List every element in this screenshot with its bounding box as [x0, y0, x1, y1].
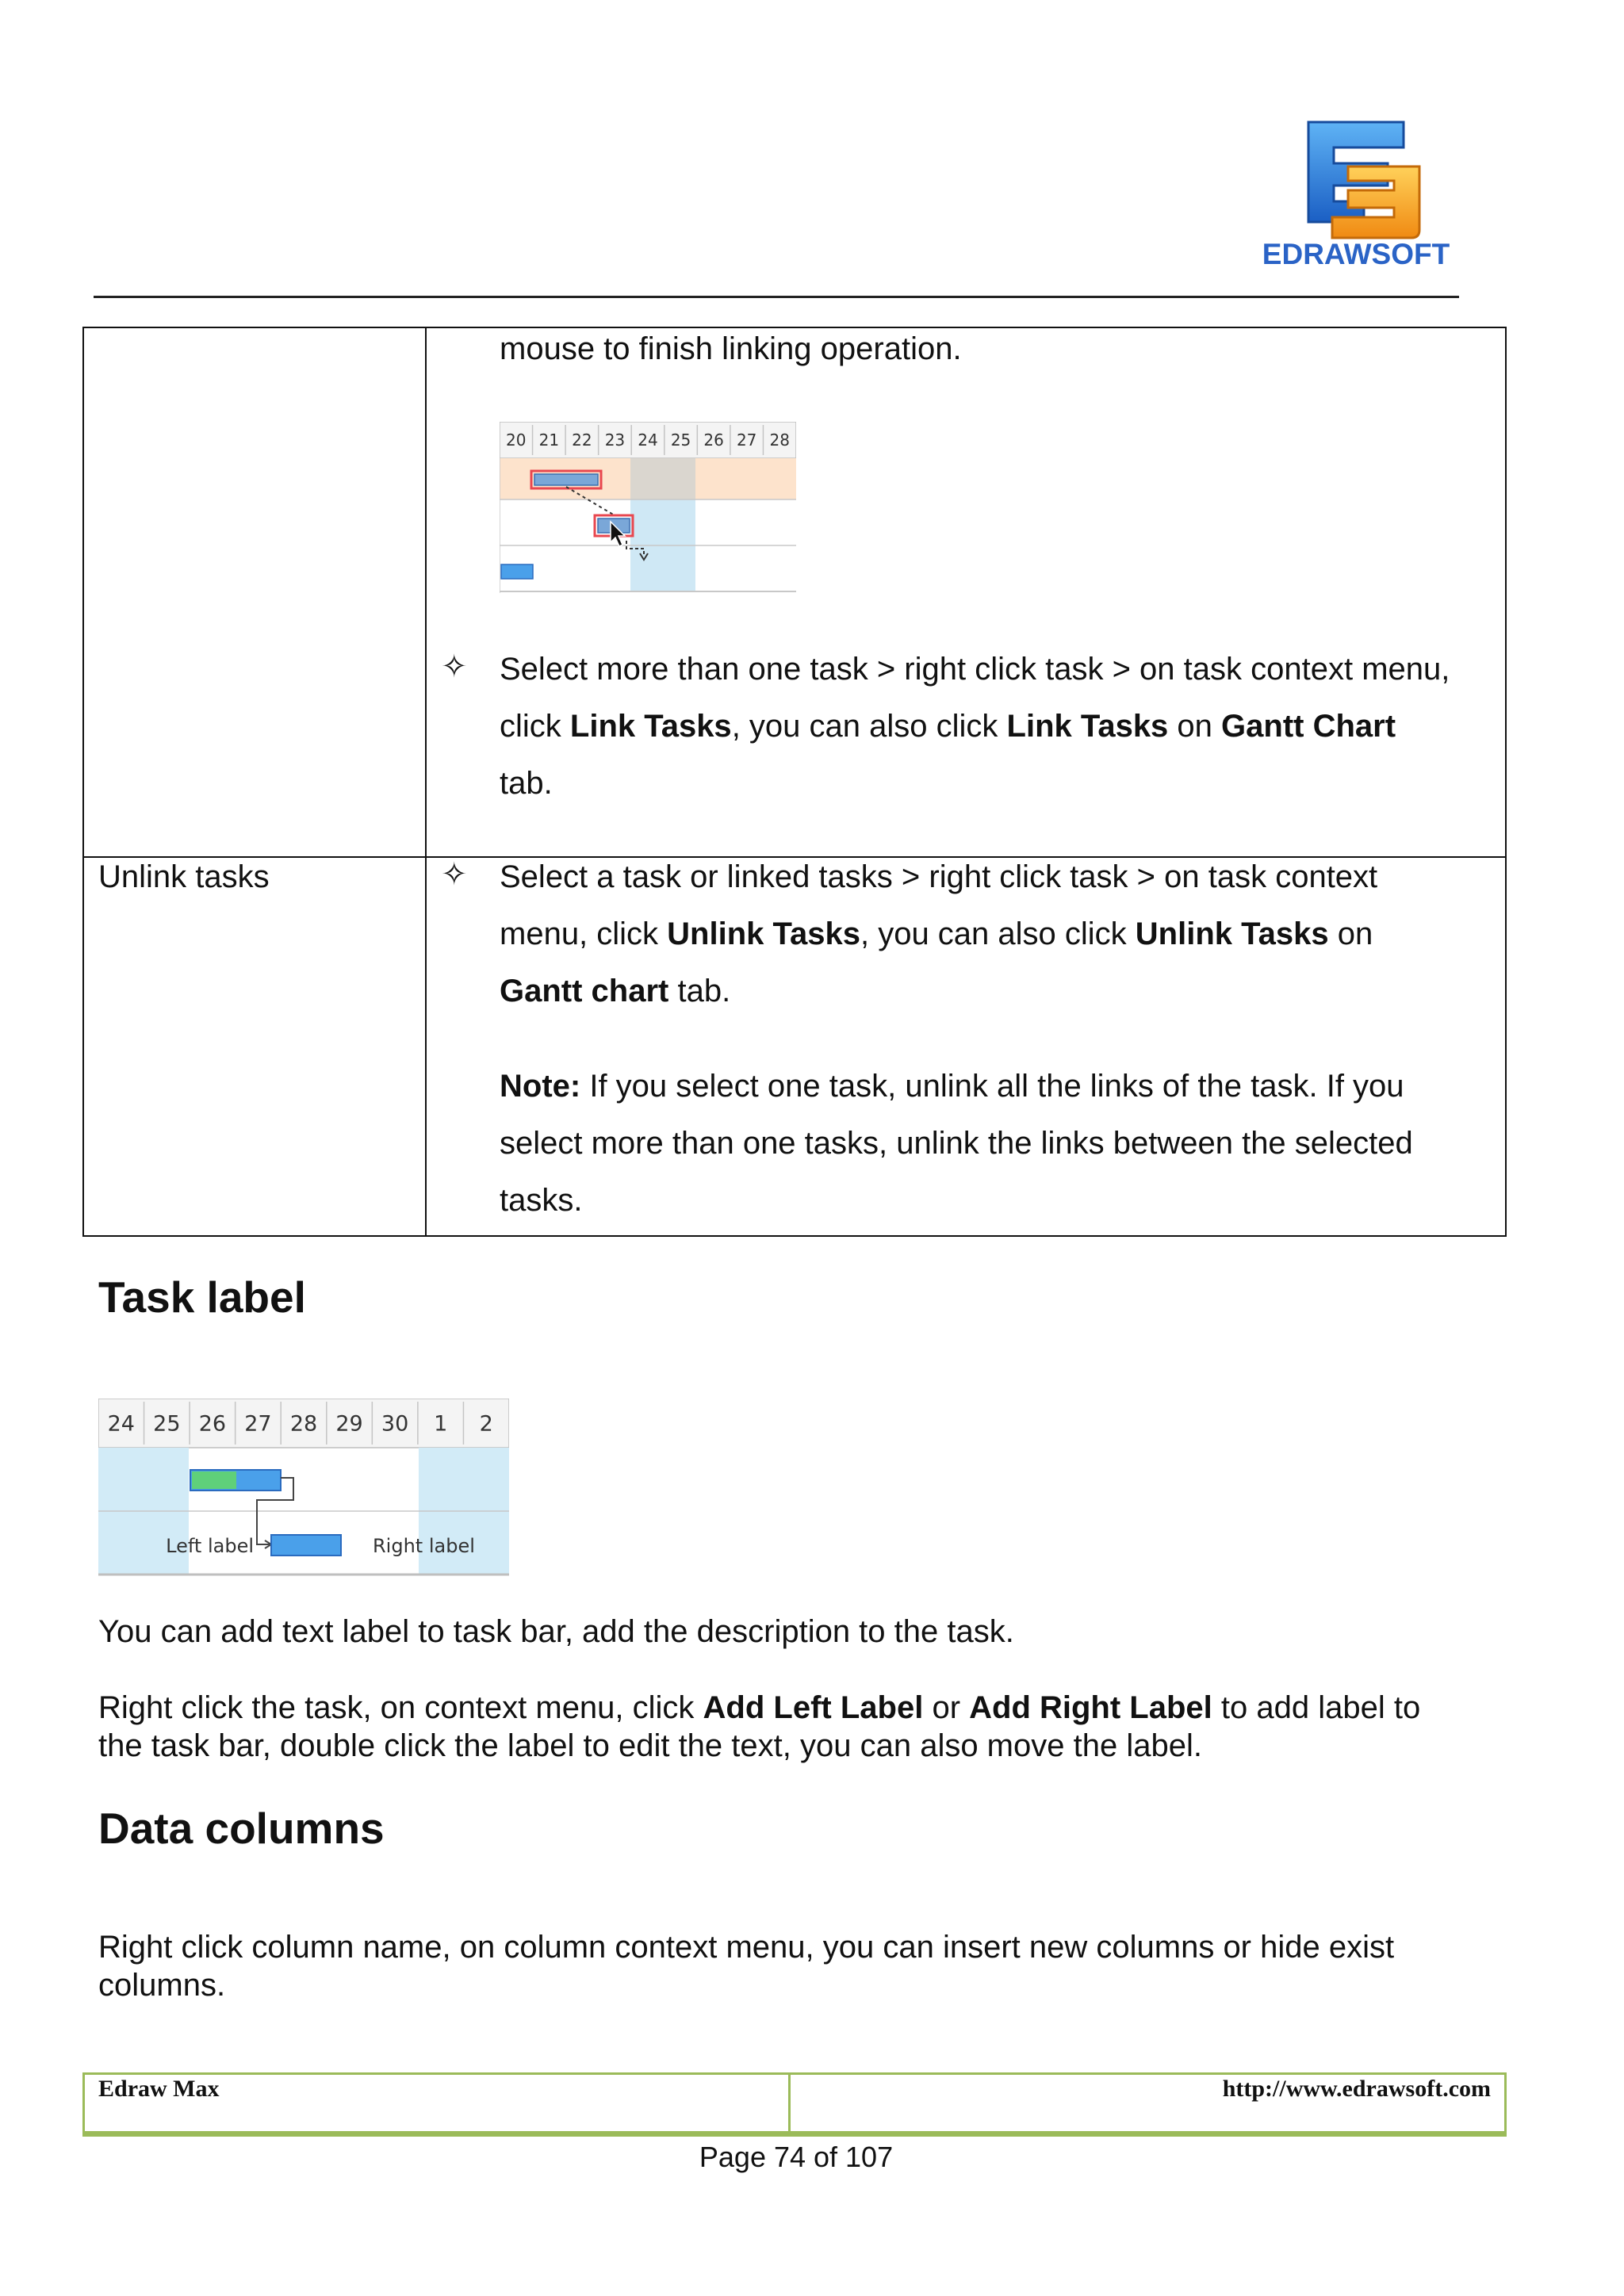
bullet-star-icon: ✧: [441, 857, 468, 892]
footer-column-divider: [788, 2072, 791, 2133]
gantt-day-label: 28: [289, 1411, 318, 1437]
data-columns-paragraph: [98, 1928, 1510, 2004]
gantt-day-label: 24: [107, 1411, 135, 1437]
text-line: Right click column name, on column context menu, you can insert new columns or hide exist: [98, 1930, 1395, 1965]
gantt-day-label: 26: [703, 430, 724, 450]
gantt-day-label: 1: [434, 1411, 448, 1437]
gantt-day-label: 2: [479, 1411, 493, 1437]
unlink-tasks-bullet-text: [500, 848, 1491, 1020]
text-line: Select a task or linked tasks > right click task > on task context: [500, 859, 1378, 894]
data-columns-heading: Data columns: [98, 1804, 385, 1853]
text-line: the task bar, double click the label to edit the text, you can also move the label.: [98, 1728, 1202, 1763]
bullet-star-icon: ✧: [441, 649, 468, 684]
task-label-gantt-image: [98, 1399, 509, 1576]
link-tasks-bullet-text: [500, 641, 1491, 812]
gantt-day-label: 27: [244, 1411, 272, 1437]
task-label-paragraph-2: [98, 1689, 1510, 1765]
text-line: Gantt chart tab.: [500, 974, 731, 1008]
gantt-day-label: 26: [198, 1411, 227, 1437]
feature-name-unlink-tasks: Unlink tasks: [98, 859, 270, 894]
text-line: click Link Tasks, you can also click Link Tasks on Gantt Chart: [500, 709, 1396, 744]
left-label-text: Left label: [166, 1535, 254, 1557]
gantt-day-label: 27: [736, 430, 757, 450]
gantt-day-label: 21: [538, 430, 560, 450]
gantt-day-label: 25: [153, 1411, 181, 1437]
footer-bottom-rule: [82, 2131, 1507, 2137]
text-line: tab.: [500, 766, 553, 801]
unlink-note: [500, 1058, 1491, 1229]
table-column-divider: [425, 327, 427, 1237]
footer-product-name: Edraw Max: [98, 2076, 220, 2102]
gantt-day-label: 28: [769, 430, 790, 450]
gantt-day-label: 23: [604, 430, 626, 450]
text-line: menu, click Unlink Tasks, you can also click Unlink Tasks on: [500, 916, 1373, 951]
gantt-day-label: 20: [506, 430, 527, 450]
gantt-day-label: 29: [335, 1411, 363, 1437]
text-line: tasks.: [500, 1183, 583, 1218]
task-label-heading: Task label: [98, 1272, 306, 1322]
header-divider: [94, 296, 1459, 298]
gantt-day-label: 30: [381, 1411, 409, 1437]
text-line: Select more than one task > right click task > on task context menu,: [500, 652, 1450, 687]
text-line: Right click the task, on context menu, click Add Left Label or Add Right Label to add label to: [98, 1690, 1421, 1725]
footer-website-link[interactable]: http://www.edrawsoft.com: [1222, 2076, 1491, 2102]
right-label-text: Right label: [373, 1535, 475, 1557]
gantt-day-label: 24: [638, 430, 658, 450]
text-line: Note: If you select one task, unlink all the links of the task. If you: [500, 1069, 1404, 1104]
gantt-day-label: 25: [670, 430, 691, 450]
page-number: Page 74 of 107: [699, 2141, 894, 2173]
continuation-text: mouse to finish linking operation.: [500, 331, 962, 366]
text-line: select more than one tasks, unlink the links between the selected: [500, 1126, 1413, 1161]
text-line: columns.: [98, 1968, 226, 2003]
task-label-paragraph-1: You can add text label to task bar, add the description to the task.: [98, 1614, 1014, 1649]
link-tasks-gantt-image: [500, 422, 796, 593]
gantt-day-label: 22: [572, 430, 592, 450]
brand-name: EDRAWSOFT: [1262, 238, 1450, 270]
